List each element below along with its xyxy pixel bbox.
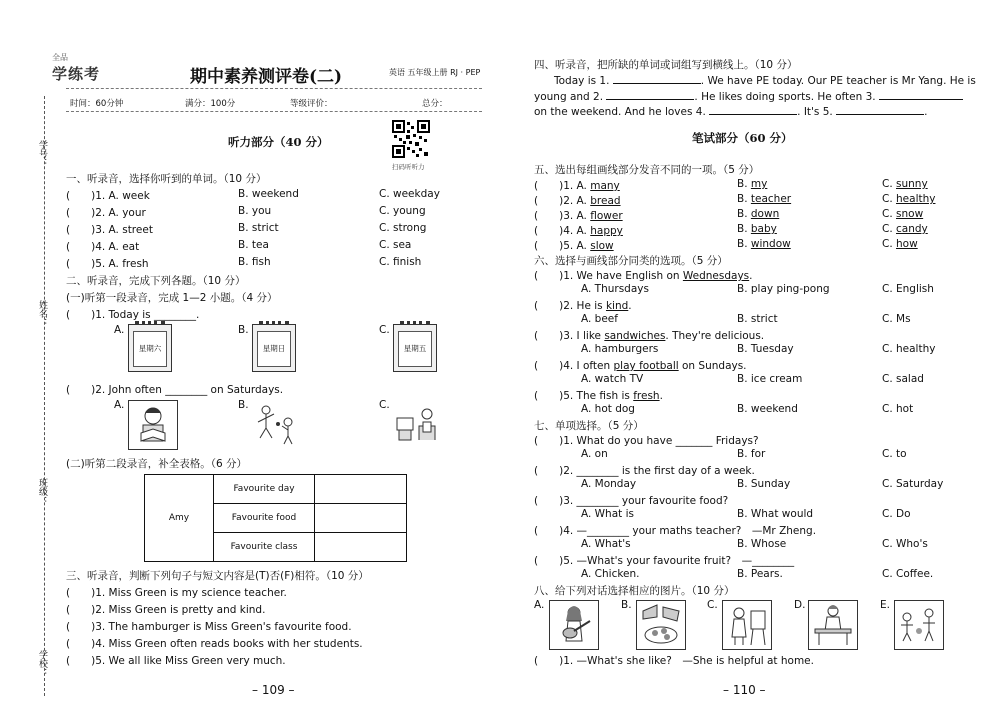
s5-3-a: flower [590,210,623,222]
s5-4-num: ( )4. A. [534,225,587,237]
s6-q5-c: C. hot [882,403,914,415]
s6-q2-c: C. Ms [882,313,911,325]
s7-q4-c: C. Who's [882,538,928,550]
s2-q2-option-b: B. [238,399,249,411]
s5-1-c-opt [882,178,928,190]
s6-q3-text: ( )3. I like [534,330,605,342]
s5-5-c-opt [882,238,918,250]
page-number-right: – 110 – [723,683,766,697]
s5-5-c-letter: C. [882,238,893,250]
s8-q1: ( )1. —What's she like? —She is helpful at home. [534,655,814,667]
s1-q2-a: ( )2. A. your [66,207,146,219]
s7-q3: ( )3. ________ your favourite food? [534,495,729,507]
s6-q2-text: ( )2. He is [534,300,606,312]
s5-3-c: snow [896,208,924,220]
s7-q4-b: B. Whose [737,538,787,550]
s4-line2 [534,89,963,103]
s6-q1-c: C. English [882,283,934,295]
s6-q2-underlined: kind [605,300,629,312]
s6-q1-b: B. play ping-pong [737,283,830,295]
s2-q1-option-c: C. [379,324,390,336]
s5-5-b: window [750,238,791,250]
s5-5-a: slow [590,240,614,252]
s5-4-b-opt [737,223,777,235]
section1-title: 一、听录音，选择你听到的单词。（10 分） [66,173,267,185]
page-number-left: – 109 – [252,683,295,697]
s6-q4-b: B. ice cream [737,373,803,385]
s6-q4-text: ( )4. I often [534,360,614,372]
s6-q3-end: . They're delicious. [665,330,765,342]
s7-q5: ( )5. —What's your favourite fruit? —________ [534,555,795,567]
header-rule [66,88,482,89]
s5-3-c-letter: C. [882,208,893,220]
s7-q1-c: C. to [882,448,907,460]
s2-q2-option-a: A. [114,399,125,411]
s4-l2-end: . He likes doing sports. He often 3. [694,91,876,103]
s6-q3-b: B. Tuesday [737,343,794,355]
s6-q5 [534,388,663,403]
s6-q4-a: A. watch TV [581,373,644,385]
calendar-day-a: 星期六 [133,331,167,367]
s5-1-b: my [750,178,768,190]
subject-info: 英语 五年级上册 RJ · PEP [389,68,481,77]
blank-1[interactable] [613,73,701,84]
s4-l3-start: on the weekend. And he loves 4. [534,106,706,118]
cleaning-girl-picture [808,600,858,650]
favourite-class-answer[interactable] [315,533,407,562]
section4-title: 四、听录音，把所缺的单词或词组写到横线上。（10 分） [534,59,798,71]
s5-4-c-letter: C. [882,223,893,235]
s6-q1-end: . [749,270,753,282]
calendar-day-c: 星期五 [398,331,432,367]
s5-2-c-opt [882,193,935,205]
s7-q4: ( )4. —________ your maths teacher? —Mr Zheng. [534,525,817,537]
amy-name-cell: Amy [145,475,214,562]
s3-item-5: ( )5. We all like Miss Green very much. [66,655,286,667]
s7-q4-a: A. What's [581,538,631,550]
info-rule [66,111,482,112]
s4-line3: on the weekend. And he loves 4. . It's 5. . [534,106,928,118]
s3-item-1: ( )1. Miss Green is my science teacher. [66,587,287,599]
s5-1-a: many [590,180,620,192]
section3-title: 三、听录音，判断下列句子与短文内容是(T)否(F)相符。（10 分） [66,570,369,582]
s1-q1-b: B. weekend [238,188,299,200]
s5-2-num: ( )2. A. [534,195,587,207]
s8-letter-e: E. [880,599,890,611]
total-info: 总分： [422,99,448,109]
s8-letter-c: C. [707,599,718,611]
s5-item-5 [534,238,614,253]
s2-q1-option-b: B. [238,324,249,336]
s6-q2 [534,298,632,313]
s6-q4-c: C. salad [882,373,924,385]
s7-q1: ( )1. What do you have _______ Fridays? [534,435,759,447]
s5-2-c-letter: C. [882,193,893,205]
s6-q3-underlined: sandwiches [604,330,666,342]
s1-q2-c: C. young [379,205,426,217]
s6-q5-end: . [659,390,663,402]
s6-q4-end: on Sundays. [678,360,747,372]
s3-item-3: ( )3. The hamburger is Miss Green's favourite food. [66,621,352,633]
school-label: 学校： [37,650,47,677]
calendar-icon [393,324,437,372]
section7-title: 七、单项选择。（5 分） [534,420,644,432]
s5-5-b-opt [737,238,791,250]
amy-table [144,474,407,562]
logo-top-text: 全品 [52,53,68,62]
s4-line1 [554,73,976,87]
s5-4-c-opt [882,223,928,235]
binding-strip [0,0,47,722]
s5-1-b-opt [737,178,767,190]
listening-heading: 听力部分（40 分） [228,135,329,149]
written-heading: 笔试部分（60 分） [692,131,793,145]
favourite-day-label: Favourite day [214,475,315,504]
logo-main-text: 学练考 [52,65,101,83]
s4-l1-end: . We have PE today. Our PE teacher is Mr Yang. He is [700,75,976,87]
s5-item-4 [534,223,623,238]
food-picture [636,600,686,650]
exam-title: 期中素养测评卷(二) [190,67,343,87]
s5-item-3 [534,208,623,223]
grade-info: 等级评价： [290,99,333,109]
playing-sports-picture [252,400,300,448]
s1-q3-c: C. strong [379,222,427,234]
s1-q1-c: C. weekday [379,188,440,200]
s1-q4-a: ( )4. A. eat [66,241,140,253]
favourite-class-label: Favourite class [214,533,315,562]
section8-title: 八、给下列对话选择相应的图片。（10 分） [534,585,735,597]
full-score-info: 满分：100分 [185,99,236,109]
binding-dashed-line [44,96,45,696]
s4-l3-end: . It's 5. [797,106,833,118]
s5-2-a: bread [590,195,621,207]
s5-1-c-letter: C. [882,178,893,190]
s5-2-b: teacher [750,193,792,205]
s5-5-b-letter: B. [737,238,748,250]
s1-q5-a: ( )5. A. fresh [66,258,149,270]
s1-q1-a: ( )1. A. week [66,190,150,202]
s5-1-c: sunny [896,178,928,190]
s5-3-c-opt [882,208,923,220]
s7-q3-a: A. What is [581,508,634,520]
s5-3-b: down [750,208,780,220]
s7-q2: ( )2. ________ is the first day of a week. [534,465,755,477]
s7-q1-a: A. on [581,448,608,460]
section5-title: 五、选出每组画线部分发音不同的一项。（5 分） [534,164,760,176]
s6-q5-b: B. weekend [737,403,798,415]
favourite-food-label: Favourite food [214,504,315,533]
s7-q2-b: B. Sunday [737,478,791,490]
s6-q1-text: ( )1. We have English on [534,270,683,282]
s5-3-num: ( )3. A. [534,210,587,222]
s8-letter-b: B. [621,599,632,611]
reading-book-picture [128,400,178,450]
blank-5[interactable] [836,104,924,115]
s1-q4-b: B. tea [238,239,269,251]
s2-q2-option-c: C. [379,399,390,411]
s6-q4-underlined: play football [613,360,679,372]
section2-part2: (二)听第二段录音，补全表格。（6 分） [66,458,247,470]
class-label: 班级： [37,478,47,505]
s6-q5-a: A. hot dog [581,403,635,415]
s2-q2: ( )2. John often ________ on Saturdays. [66,384,284,396]
s3-item-2: ( )2. Miss Green is pretty and kind. [66,604,266,616]
blank-3[interactable] [879,89,963,100]
s2-q1-option-a: A. [114,324,125,336]
watching-tv-picture [393,400,441,448]
s5-5-num: ( )5. A. [534,240,587,252]
s6-q1 [534,268,753,283]
s6-q2-end: . [628,300,632,312]
s6-q3 [534,328,764,343]
s5-2-b-opt [737,193,791,205]
s1-q3-b: B. strict [238,222,279,234]
s7-q3-c: C. Do [882,508,911,520]
section6-title: 六、选择与画线部分同类的选项。（5 分） [534,255,728,267]
s6-q1-a: A. Thursdays [581,283,649,295]
s5-item-2 [534,193,621,208]
calendar-icon [252,324,296,372]
s5-3-b-letter: B. [737,208,748,220]
s4-l1-start: Today is 1. [554,75,610,87]
s7-q5-b: B. Pears. [737,568,783,580]
favourite-food-answer[interactable] [315,504,407,533]
s5-item-1 [534,178,620,193]
s7-q3-b: B. What would [737,508,814,520]
s6-q3-a: A. hamburgers [581,343,659,355]
s5-2-b-letter: B. [737,193,748,205]
s7-q5-c: C. Coffee. [882,568,934,580]
s6-q3-c: C. healthy [882,343,936,355]
s1-q5-b: B. fish [238,256,271,268]
s6-q1-underlined: Wednesdays [682,270,750,282]
s5-5-c: how [896,238,918,250]
s6-q4 [534,358,747,373]
s1-q5-c: C. finish [379,256,422,268]
s1-q3-a: ( )3. A. street [66,224,153,236]
s6-q2-a: A. beef [581,313,618,325]
s6-q5-text: ( )5. The fish is [534,390,634,402]
s2-q1: ( )1. Today is ________. [66,309,200,321]
blank-2[interactable] [606,89,694,100]
qr-caption: 扫码听听力 [392,163,425,171]
s5-4-b-letter: B. [737,223,748,235]
s7-q2-c: C. Saturday [882,478,944,490]
blank-4[interactable] [709,104,797,115]
publisher-logo [52,52,108,82]
s1-q2-b: B. you [238,205,272,217]
section2-part1: (一)听第一段录音，完成 1—2 小题。（4 分） [66,292,278,304]
s5-1-b-letter: B. [737,178,748,190]
s7-q5-a: A. Chicken. [581,568,640,580]
s7-q1-b: B. for [737,448,766,460]
s5-1-num: ( )1. A. [534,180,587,192]
s7-q2-a: A. Monday [581,478,637,490]
s6-q5-underlined: fresh [633,390,660,402]
s6-q2-b: B. strict [737,313,778,325]
family-picture [894,600,944,650]
time-info: 时间：60分钟 [70,99,124,109]
favourite-day-answer[interactable] [315,475,407,504]
painting-girl-picture [722,600,772,650]
s8-letter-d: D. [794,599,806,611]
qr-code-icon [392,120,430,158]
s5-4-c: candy [896,223,928,235]
s5-4-b: baby [750,223,777,235]
student-number-label: 学号： [37,140,47,167]
calendar-day-b: 星期日 [257,331,291,367]
section2-title: 二、听录音，完成下列各题。（10 分） [66,275,246,287]
calendar-icon [128,324,172,372]
s1-q4-c: C. sea [379,239,412,251]
s5-4-a: happy [590,225,623,237]
s5-3-b-opt [737,208,779,220]
guitar-girl-picture [549,600,599,650]
s5-2-c: healthy [896,193,936,205]
name-label: 姓名： [37,300,47,327]
s3-item-4: ( )4. Miss Green often reads books with her students. [66,638,363,650]
s8-letter-a: A. [534,599,545,611]
s4-l2-start: young and 2. [534,91,604,103]
